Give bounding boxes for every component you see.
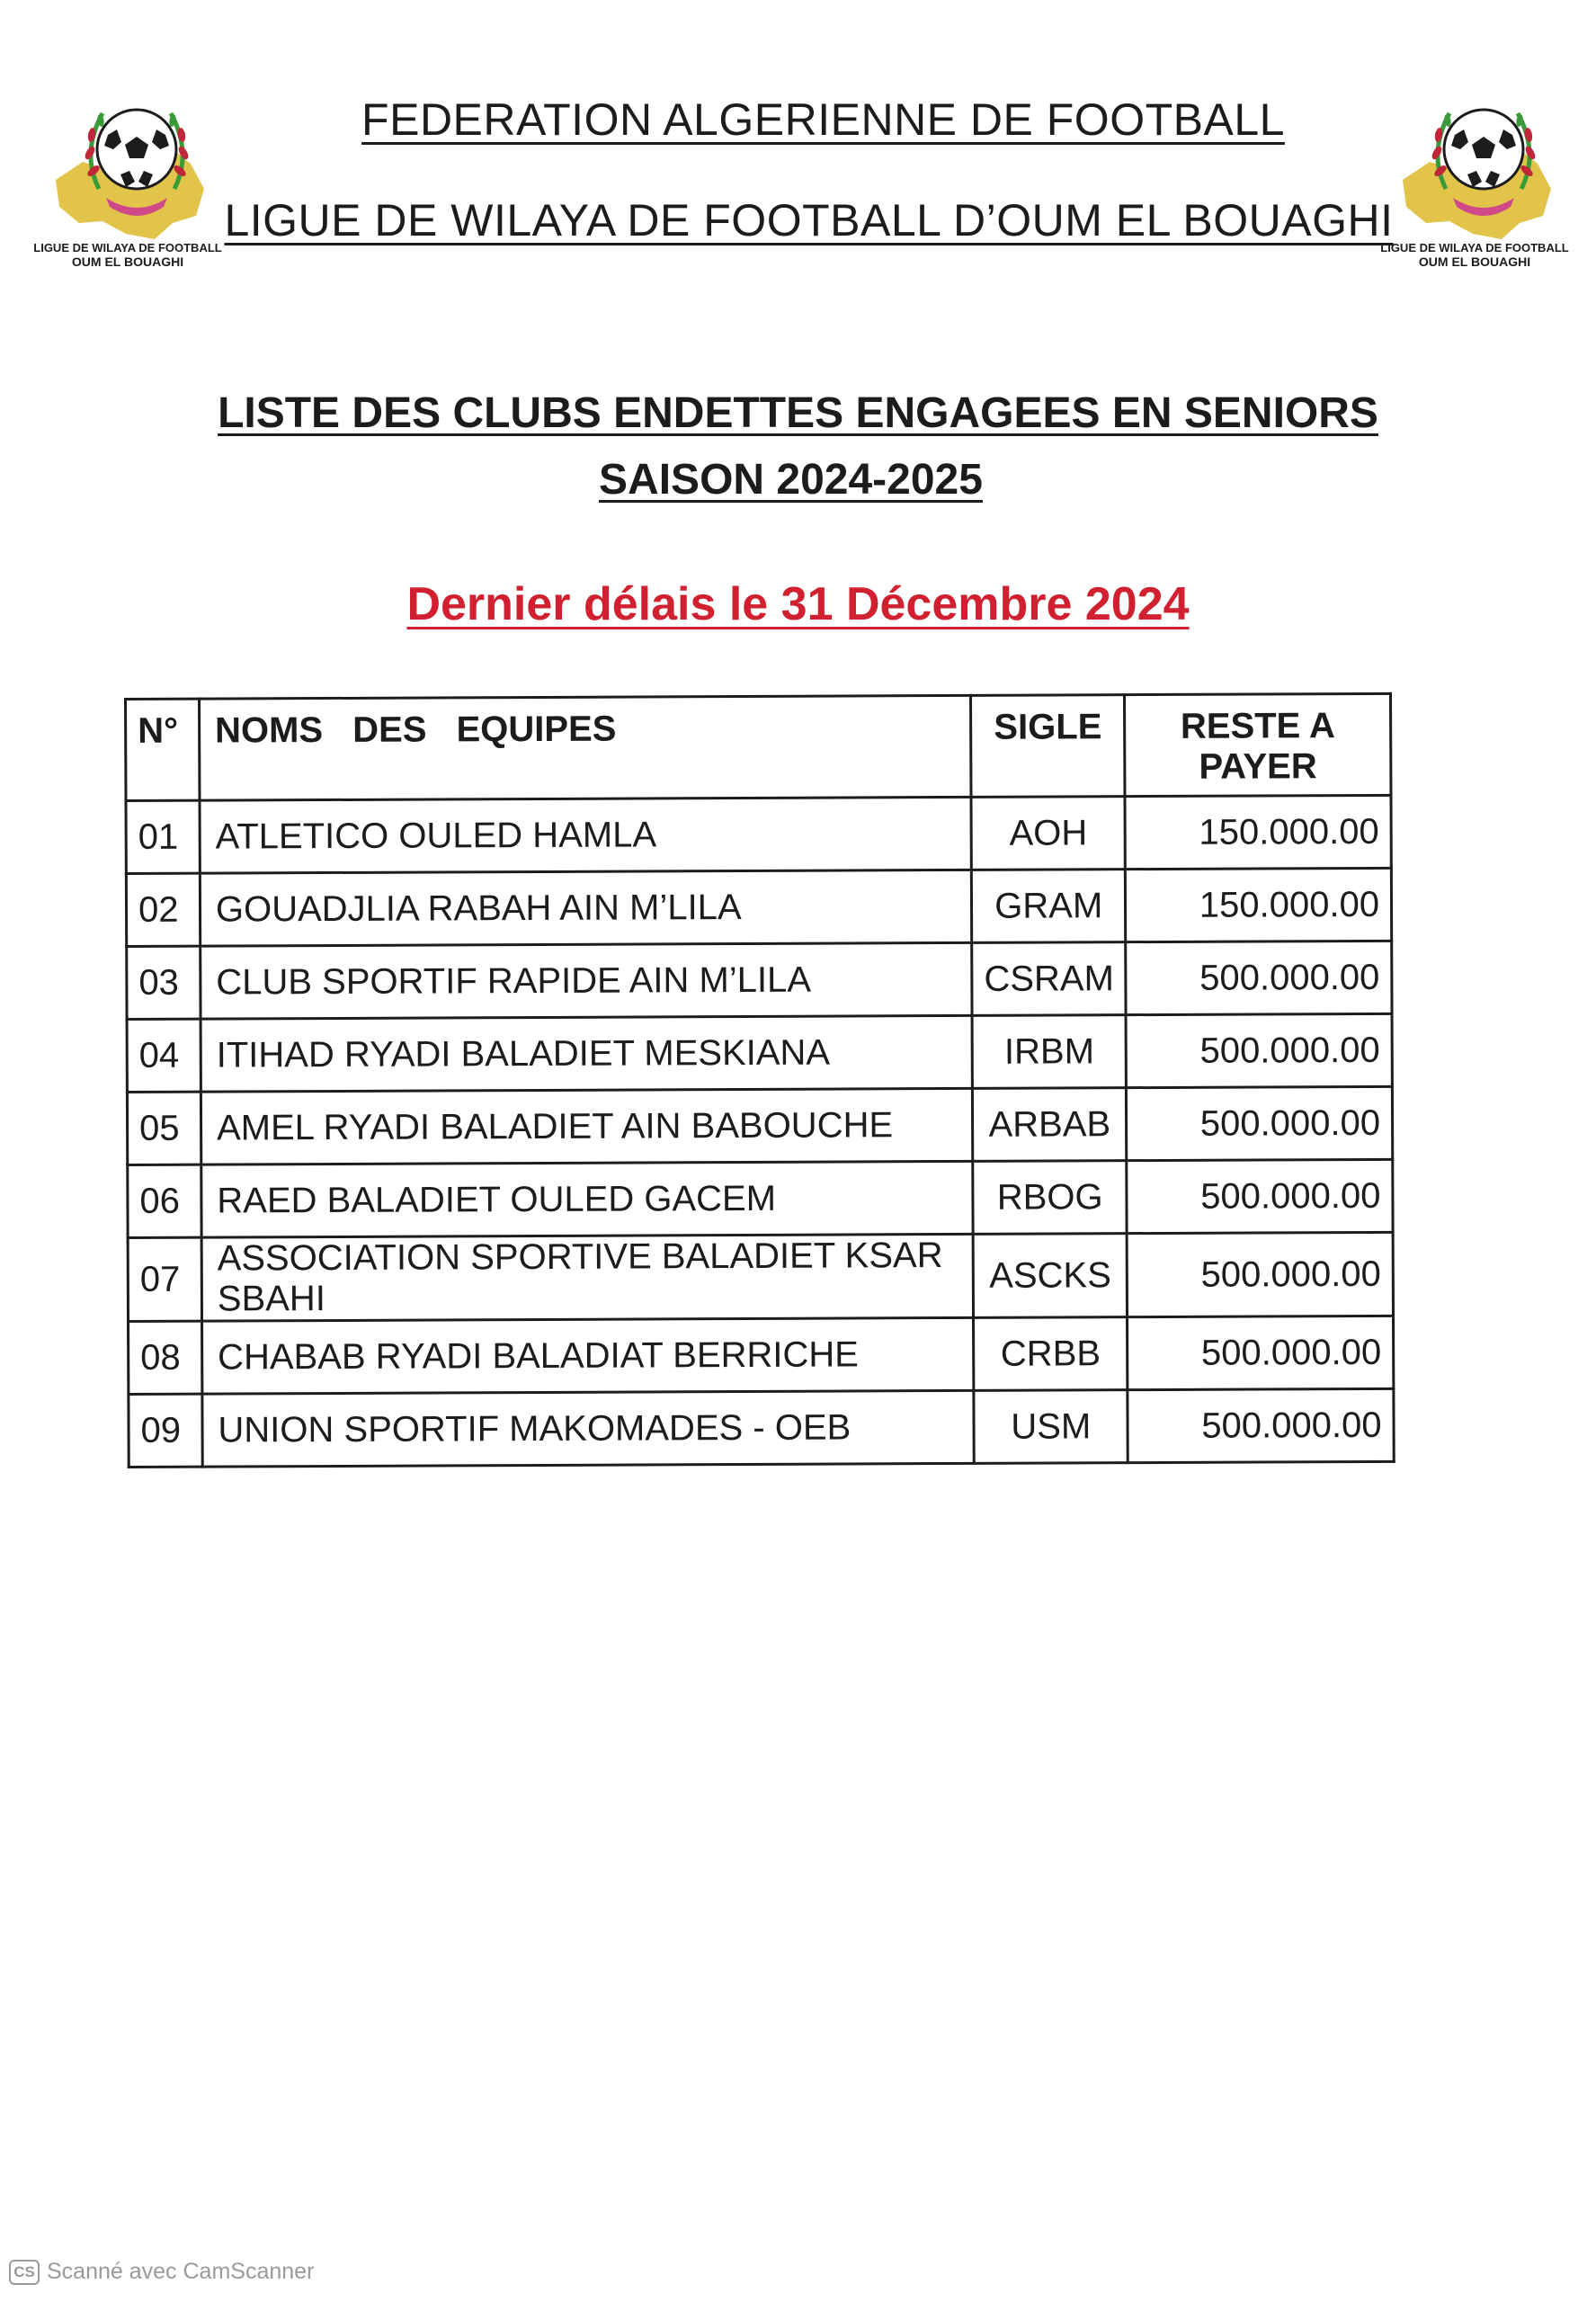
row-team-name: CHABAB RYADI BALADIAT BERRICHE (201, 1317, 973, 1394)
row-team-name: UNION SPORTIF MAKOMADES - OEB (202, 1390, 974, 1467)
scanner-footer (9, 2259, 314, 2285)
row-amount: 500.000.00 (1128, 1316, 1394, 1389)
row-amount: 500.000.00 (1128, 1232, 1394, 1316)
header-amount (1125, 693, 1391, 796)
header-name: NOMS DES EQUIPES (199, 695, 971, 800)
logo-caption-line2: OUM EL BOUAGHI (71, 254, 184, 269)
row-sigle: IRBM (972, 1015, 1127, 1089)
row-sigle: ASCKS (973, 1234, 1128, 1318)
row-amount: 500.000.00 (1128, 1388, 1394, 1462)
camscanner-icon: CS (9, 2260, 40, 2285)
table-row (128, 1232, 1393, 1321)
header-amount-line2: PAYER (1199, 746, 1317, 787)
document-title (0, 389, 1596, 437)
row-sigle: ARBAB (972, 1088, 1127, 1162)
row-num: 01 (126, 800, 200, 873)
row-team-name: RAED BALADIET OULED GACEM (201, 1161, 973, 1237)
row-num: 03 (127, 946, 201, 1019)
logo-caption-line1: LIGUE DE WILAYA DE FOOTBALL (1380, 241, 1569, 254)
row-num: 05 (127, 1092, 201, 1164)
deadline-notice-text: Dernier délais le 31 Décembre 2024 (406, 578, 1190, 630)
row-amount: 150.000.00 (1126, 868, 1392, 941)
row-sigle: CRBB (974, 1317, 1128, 1391)
row-sigle: RBOG (973, 1161, 1128, 1235)
table-row (128, 1159, 1393, 1237)
season-title (0, 456, 1589, 504)
table-row (127, 941, 1392, 1019)
document-title-text: LISTE DES CLUBS ENDETTES ENGAGEES EN SENIORS (218, 389, 1378, 437)
header-num: N° (126, 699, 200, 800)
scanner-footer-text: Scanné avec CamScanner (47, 2259, 315, 2284)
row-team-name: ITIHAD RYADI BALADIET MESKIANA (201, 1015, 972, 1092)
table-row (127, 1086, 1392, 1164)
row-amount: 150.000.00 (1125, 795, 1391, 869)
row-sigle: CSRAM (972, 942, 1127, 1016)
row-amount: 500.000.00 (1127, 1013, 1393, 1087)
row-num: 04 (127, 1019, 201, 1092)
row-team-name: GOUADJLIA RABAH AIN M’LILA (200, 870, 971, 946)
ligue-heading-text: LIGUE DE WILAYA DE FOOTBALL D’OUM EL BOUAGHI (224, 195, 1394, 245)
row-num: 09 (129, 1394, 202, 1467)
table-row (126, 795, 1391, 873)
row-num: 07 (128, 1237, 201, 1321)
debt-table (124, 692, 1395, 1468)
ligue-heading (11, 195, 1596, 245)
table-header-row (126, 693, 1391, 800)
logo-caption-line1: LIGUE DE WILAYA DE FOOTBALL (33, 241, 222, 254)
federation-heading-text: FEDERATION ALGERIENNE DE FOOTBALL (361, 94, 1285, 145)
logo-caption-line2: OUM EL BOUAGHI (1418, 254, 1531, 269)
row-team-name: ASSOCIATION SPORTIVE BALADIET KSAR SBAHI (201, 1234, 973, 1321)
table-row (129, 1388, 1394, 1467)
row-amount: 500.000.00 (1126, 941, 1392, 1014)
row-amount: 500.000.00 (1127, 1159, 1393, 1233)
row-num: 02 (126, 873, 200, 946)
federation-heading (25, 94, 1596, 145)
row-num: 08 (129, 1321, 202, 1394)
row-team-name: AMEL RYADI BALADIET AIN BABOUCHE (201, 1088, 972, 1164)
row-sigle: GRAM (971, 870, 1126, 943)
table-row (127, 1013, 1392, 1092)
header-sigle: SIGLE (971, 695, 1126, 798)
row-num: 06 (128, 1164, 201, 1237)
table-row (129, 1316, 1394, 1394)
table-row (126, 868, 1391, 946)
header-amount-line1: RESTE A (1180, 706, 1335, 746)
row-sigle: USM (974, 1390, 1128, 1464)
row-sigle: AOH (971, 797, 1126, 870)
row-team-name: CLUB SPORTIF RAPIDE AIN M’LILA (201, 942, 972, 1019)
row-team-name: ATLETICO OULED HAMLA (200, 797, 971, 873)
row-amount: 500.000.00 (1127, 1086, 1393, 1160)
season-title-text: SAISON 2024-2025 (599, 456, 983, 504)
deadline-notice (0, 578, 1596, 630)
